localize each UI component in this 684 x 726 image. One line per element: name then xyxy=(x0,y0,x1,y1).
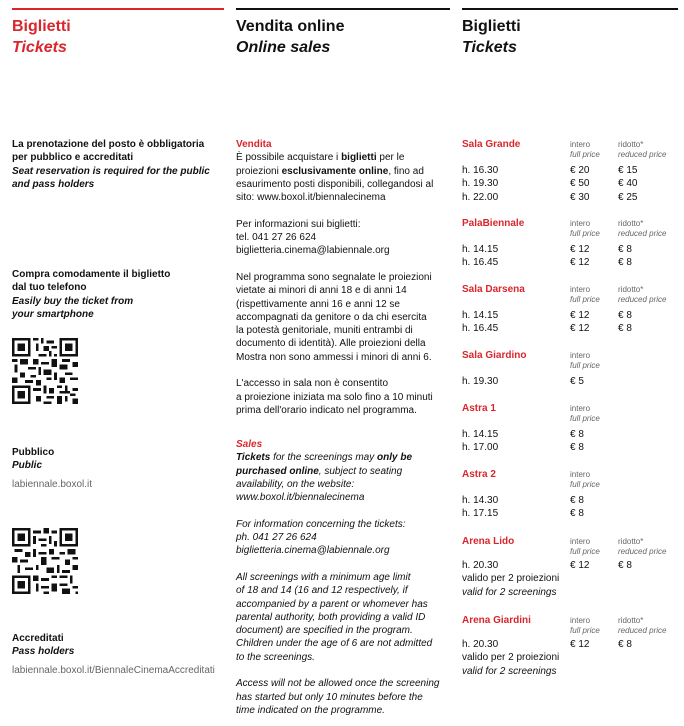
reservation-en-line: and pass holders xyxy=(12,178,95,190)
screening-time: h. 17.00 xyxy=(462,442,499,454)
full-price: € 12 xyxy=(570,310,590,321)
reduced-price: € 8 xyxy=(618,639,632,650)
screening-time: h. 16.45 xyxy=(462,323,499,335)
screening-time: h. 20.30 xyxy=(462,560,499,571)
text-line: has started but only 10 minutes before the xyxy=(236,691,423,703)
text-line: All screenings with a minimum age limit xyxy=(236,571,411,583)
text-line: accompagnati da genitore o da chi esercita xyxy=(236,311,427,323)
online-sales-column xyxy=(236,0,450,716)
label-full-it: intero xyxy=(570,219,591,228)
full-price: € 30 xyxy=(570,191,590,203)
validity-note-it: valido per 2 proiezioni xyxy=(462,573,560,585)
venue-name: Astra 2 xyxy=(462,469,496,480)
reduced-price: € 8 xyxy=(618,257,632,269)
reservation-en-line: Seat reservation is required for the public xyxy=(12,165,210,177)
screening-time: h. 19.30 xyxy=(462,178,499,190)
column-title-en: Tickets xyxy=(12,39,67,56)
label-full-it: intero xyxy=(570,351,591,360)
accredited-label-en: Pass holders xyxy=(12,646,75,658)
screening-time: h. 17.15 xyxy=(462,508,499,520)
screening-time: h. 14.30 xyxy=(462,495,499,506)
reduced-price: € 15 xyxy=(618,165,638,176)
public-label-it: Pubblico xyxy=(12,447,55,458)
full-price: € 12 xyxy=(570,257,590,269)
text-line: Access will not be allowed once the screening xyxy=(236,678,440,690)
text-line: time indicated on the programme. xyxy=(236,704,385,716)
label-reduced-en: reduced price xyxy=(618,626,667,635)
venue-name: Sala Grande xyxy=(462,139,521,150)
accredited-label-it: Accreditati xyxy=(12,633,64,644)
public-block xyxy=(12,446,224,491)
reservation-notice xyxy=(12,138,224,191)
reduced-price: € 8 xyxy=(618,323,632,335)
full-price: € 12 xyxy=(570,323,590,335)
reservation-it-line: per pubblico e accreditati xyxy=(12,152,134,164)
screening-time: h. 14.15 xyxy=(462,429,499,440)
text-line: of 18 and 14 (16 and 12 respectively, if xyxy=(236,585,408,597)
screening-time: h. 16.45 xyxy=(462,257,499,269)
screening-time: h. 16.30 xyxy=(462,165,499,176)
reduced-price: € 8 xyxy=(618,560,632,571)
column-title-it: Biglietti xyxy=(12,18,71,35)
venue-name: Arena Lido xyxy=(462,536,515,547)
label-full-it: intero xyxy=(570,285,591,294)
text-line: È possibile acquistare i biglietti per le xyxy=(236,152,405,164)
full-price: € 20 xyxy=(570,165,590,176)
accredited-url-link[interactable]: labiennale.boxol.it/BiennaleCinemaAccreditati xyxy=(12,664,215,676)
sales-text-it xyxy=(236,138,450,417)
full-price: € 8 xyxy=(570,508,584,520)
column-rule xyxy=(236,8,450,10)
label-full-it: intero xyxy=(570,404,591,413)
text-line: a proiezione iniziata ma solo fino a 10 minuti xyxy=(236,391,433,403)
text-line: document) are specified in the program. xyxy=(236,625,413,637)
label-reduced-it: ridotto* xyxy=(618,219,644,228)
text-line: For information concerning the tickets: xyxy=(236,518,406,530)
reservation-it-line: La prenotazione del posto è obbligatoria xyxy=(12,139,205,150)
column-title-it: Vendita online xyxy=(236,18,345,35)
text-line: L'accesso in sala non è consentito xyxy=(236,378,389,390)
validity-note-en: valid for 2 screenings xyxy=(462,665,557,677)
label-full-it: intero xyxy=(570,616,591,625)
column-title-it: Biglietti xyxy=(462,18,521,35)
smartphone-it-line: dal tuo telefono xyxy=(12,282,87,294)
label-reduced-en: reduced price xyxy=(618,547,667,556)
text-line: documento di identità). Alle proiezioni della xyxy=(236,338,426,350)
public-label-en: Public xyxy=(12,460,43,472)
full-price: € 8 xyxy=(570,442,584,454)
reduced-price: € 25 xyxy=(618,191,638,203)
label-full-en: full price xyxy=(570,150,600,159)
text-line: availability, on the website: xyxy=(236,478,355,490)
section-heading-en: Sales xyxy=(236,439,263,450)
text-line: Children under the age of 6 are not admitted xyxy=(236,638,433,650)
full-price: € 8 xyxy=(570,429,584,440)
text-line: (rispettivamente anni 16 e anni 12 se xyxy=(236,298,400,310)
reduced-price: € 8 xyxy=(618,244,632,255)
reduced-price: € 8 xyxy=(618,310,632,321)
screening-time: h. 14.15 xyxy=(462,244,499,255)
full-price: € 8 xyxy=(570,495,584,506)
smartphone-it-line: Compra comodamente il biglietto xyxy=(12,269,171,280)
label-full-en: full price xyxy=(570,361,600,370)
screening-time: h. 20.30 xyxy=(462,639,499,650)
section-heading-it: Vendita xyxy=(236,139,272,150)
label-full-en: full price xyxy=(570,414,600,423)
text-line: prima dell'orario indicato nel programma. xyxy=(236,404,417,416)
ticket-prices-column xyxy=(462,0,678,677)
text-line: purchased online, subject to seating xyxy=(236,465,403,477)
website-link[interactable]: www.boxol.it/biennalecinema xyxy=(236,492,365,504)
phone-number: ph. 041 27 26 624 xyxy=(236,532,317,544)
venue-name: Arena Giardini xyxy=(462,615,531,626)
label-full-en: full price xyxy=(570,229,600,238)
label-full-it: intero xyxy=(570,140,591,149)
text-line: esaurimento posti disponibili, collegandosi al xyxy=(236,178,434,190)
text-line: vietate ai minori di anni 18 e di anni 14 xyxy=(236,285,407,297)
label-full-it: intero xyxy=(570,470,591,479)
smartphone-en-line: Easily buy the ticket from xyxy=(12,295,134,307)
label-full-en: full price xyxy=(570,626,600,635)
label-reduced-it: ridotto* xyxy=(618,537,644,546)
smartphone-notice xyxy=(12,268,224,321)
label-reduced-en: reduced price xyxy=(618,295,667,304)
reduced-price: € 40 xyxy=(618,178,638,190)
full-price: € 12 xyxy=(570,244,590,255)
text-line: Mostra non sono ammessi i minori di anni 6. xyxy=(236,351,432,363)
label-reduced-en: reduced price xyxy=(618,150,667,159)
text-line: Tickets for the screenings may only be xyxy=(236,452,413,464)
label-reduced-it: ridotto* xyxy=(618,616,644,625)
label-full-en: full price xyxy=(570,547,600,556)
column-rule xyxy=(462,8,678,10)
accredited-block xyxy=(12,632,224,677)
label-full-en: full price xyxy=(570,480,600,489)
full-price: € 12 xyxy=(570,639,590,650)
tickets-info-column xyxy=(12,0,224,676)
screening-time: h. 14.15 xyxy=(462,310,499,321)
full-price: € 5 xyxy=(570,376,584,387)
full-price: € 50 xyxy=(570,178,590,190)
venue-name: PalaBiennale xyxy=(462,218,525,229)
label-full-it: intero xyxy=(570,537,591,546)
validity-note-it: valido per 2 proiezioni xyxy=(462,652,560,664)
website-link[interactable]: sito: www.boxol.it/biennalecinema xyxy=(236,192,386,204)
text-line: la potestà genitoriale, muniti entrambi di xyxy=(236,325,413,337)
label-reduced-en: reduced price xyxy=(618,229,667,238)
column-title-en: Tickets xyxy=(462,39,517,56)
screening-time: h. 22.00 xyxy=(462,191,499,203)
public-url-link[interactable]: labiennale.boxol.it xyxy=(12,478,93,490)
label-reduced-it: ridotto* xyxy=(618,140,644,149)
venue-name: Sala Darsena xyxy=(462,284,525,295)
column-title-en: Online sales xyxy=(236,39,331,56)
full-price: € 12 xyxy=(570,560,590,571)
screening-time: h. 19.30 xyxy=(462,376,499,387)
text-line: parental authority, both providing a valid ID xyxy=(236,611,426,623)
text-line: proiezioni esclusivamente online, fino ad xyxy=(236,165,424,177)
text-line: accompanied by a parent or whomever has xyxy=(236,598,428,610)
column-rule xyxy=(12,8,224,10)
accredited-qr-code-icon[interactable] xyxy=(12,528,78,594)
public-qr-code-icon[interactable] xyxy=(12,338,78,404)
email-link[interactable]: biglietteria.cinema@labiennale.org xyxy=(236,245,390,257)
label-reduced-it: ridotto* xyxy=(618,285,644,294)
sales-text-en xyxy=(236,438,450,717)
text-line: Per informazioni sui biglietti: xyxy=(236,218,361,230)
phone-number: tel. 041 27 26 624 xyxy=(236,232,317,244)
validity-note-en: valid for 2 screenings xyxy=(462,586,557,598)
email-link[interactable]: biglietteria.cinema@labiennale.org xyxy=(236,545,390,557)
venue-name: Sala Giardino xyxy=(462,350,527,361)
text-line: Nel programma sono segnalate le proiezioni xyxy=(236,271,432,283)
label-full-en: full price xyxy=(570,295,600,304)
venue-name: Astra 1 xyxy=(462,403,496,414)
text-line: to the screenings. xyxy=(236,651,315,663)
smartphone-en-line: your smartphone xyxy=(12,308,94,320)
